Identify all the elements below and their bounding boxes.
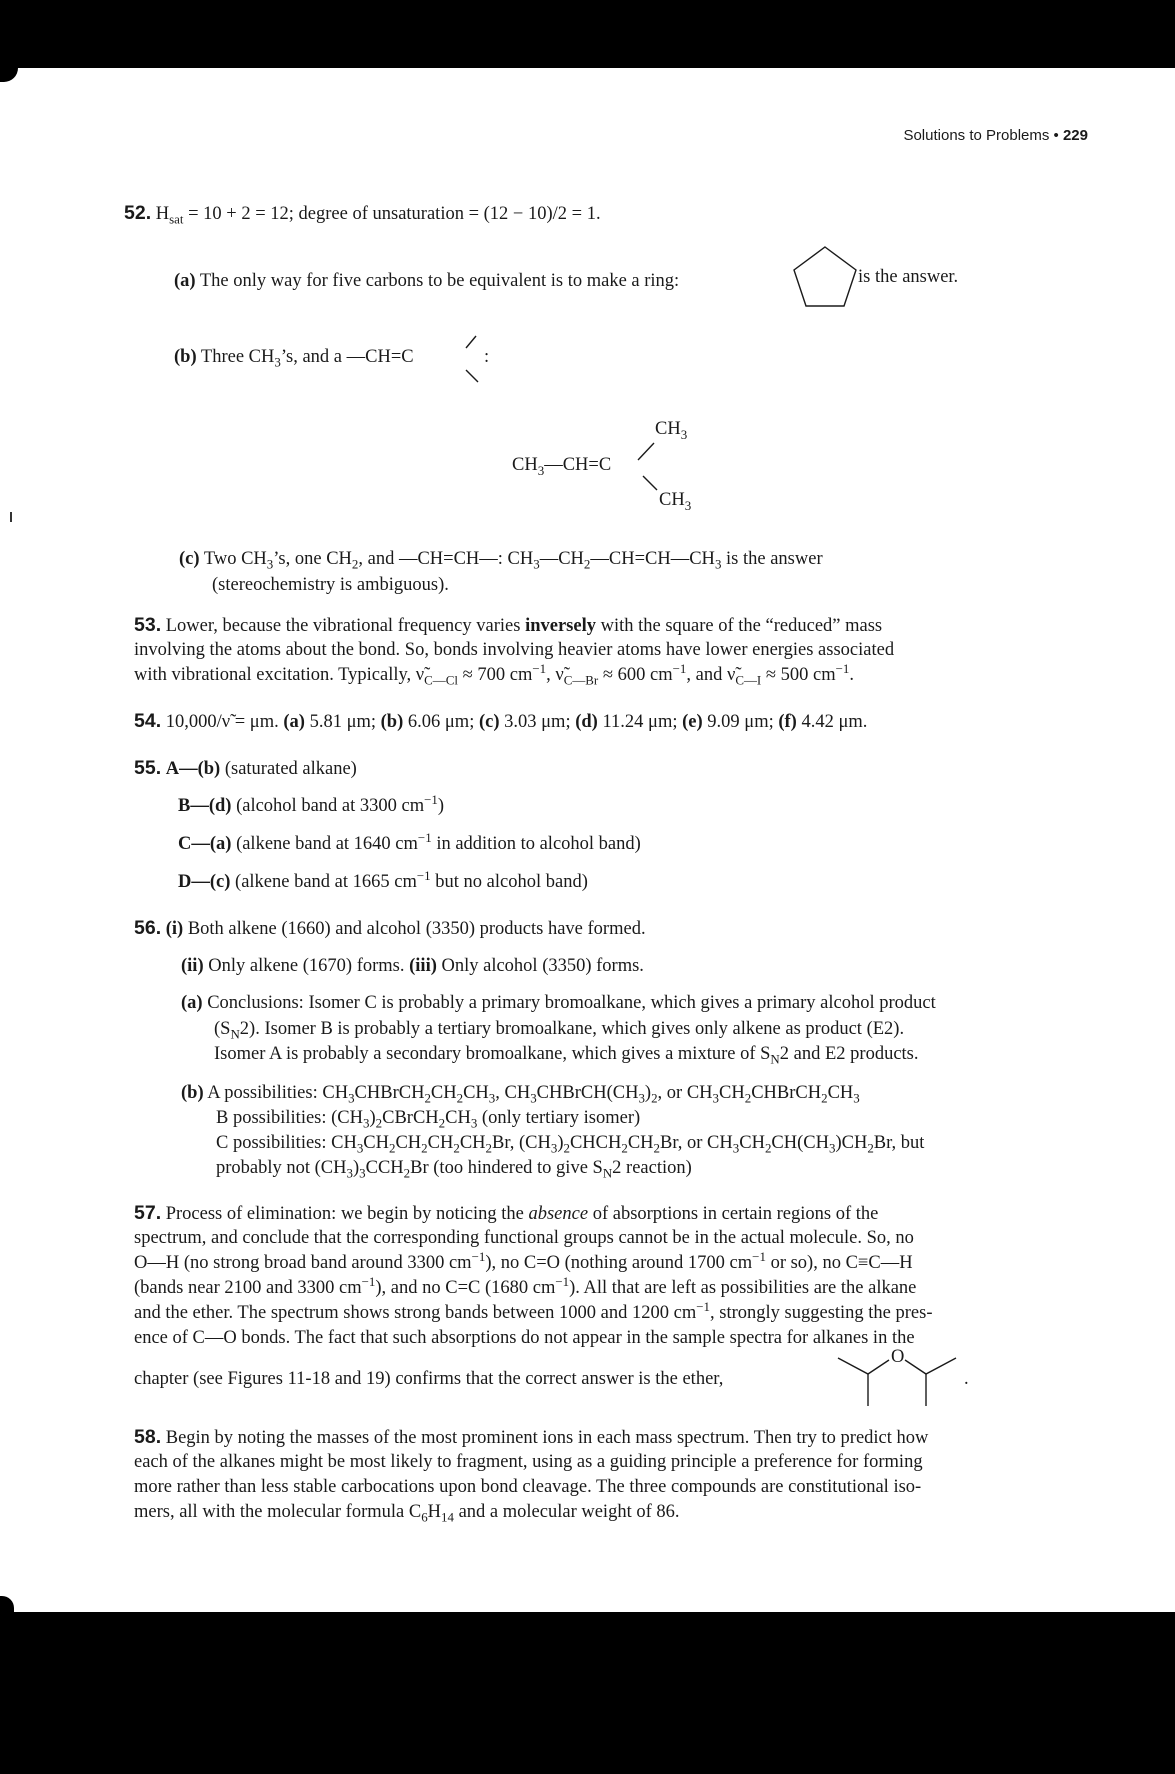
problem-56-b-label: (b) (181, 1083, 204, 1103)
mol-b-bottom-ch3: $CH_3$ (659, 490, 692, 513)
problem-56-i (134, 917, 646, 940)
problem-52a-text: The only way for five carbons to be equivalent is to make a ring: (199, 271, 680, 291)
problem-54-number: 54. (134, 710, 162, 732)
problem-57-line6: ence of C—O bonds. The fact that such absorptions do not appear in the sample spectra for alkanes in the (134, 1328, 915, 1348)
methylbutene-structure (510, 410, 710, 513)
problem-56-number: 56. (134, 917, 162, 939)
problem-58-line2: each of the alkanes might be most likely to fragment, using as a guiding principle a preference for forming (134, 1452, 923, 1472)
problem-53-line1 (134, 614, 882, 637)
problem-55-row-4: D—(c) (alkene band at 1665 $cm^{-1}$ but no alcohol band) (178, 867, 588, 892)
problem-57-line7: chapter (see Figures 11-18 and 19) confirms that the correct answer is the ether, (134, 1369, 724, 1389)
mol-b-main: $CH_3—CH=C$ (512, 455, 612, 478)
problem-52b (174, 346, 414, 368)
problem-53-line3: with vibrational excitation. Typically, $\nũ_{C—Cl} \approx 700$ $cm^{-1}$, $\nũ_{C—Br} \approx 600$ $cm^{-1}$, and $\nũ_{C—I} \approx 500$ $cm^{-1}$. (134, 660, 855, 688)
problem-53-text1: Lower, because the vibrational frequency varies inversely with the square of the “reduced” mass (165, 616, 883, 636)
problem-57-number: 57. (134, 1202, 162, 1224)
problem-54 (134, 710, 867, 733)
problem-52-number: 52. (124, 202, 152, 224)
problem-52-line (124, 202, 601, 225)
problem-56-i-text: (i) Both alkene (1660) and alcohol (3350) products have formed. (165, 919, 646, 939)
problem-52a-label: (a) (174, 271, 196, 291)
problem-56-ii: (ii) Only alkene (1670) forms. (iii) Only alcohol (3350) forms. (181, 956, 644, 976)
problem-55-number: 55. (134, 757, 162, 779)
problem-52-head: $H_{sat} = 10 + 2 = 12$; degree of unsaturation = (12 − 10)/2 = 1. (155, 204, 601, 227)
problem-53-line2: involving the atoms about the bond. So, bonds involving heavier atoms have lower energies associated (134, 640, 895, 660)
problem-57-line5: and the ether. The spectrum shows strong bands between 1000 and 1200 $cm^{-1}$, strongly suggesting the pres- (134, 1298, 933, 1323)
problem-56-b-line1 (181, 1082, 860, 1104)
page-number: 229 (1062, 127, 1088, 144)
problem-52c-text: Two $CH_3’s$, one $CH_2$, and —CH=CH—: $CH_3—CH_2—CH=CH—CH_3$ is the answer (203, 549, 823, 572)
problem-57-text1: Process of elimination: we begin by noticing the absence of absorptions in certain regions of the (165, 1204, 879, 1224)
header-section: Solutions to Problems (903, 127, 1050, 144)
bond-up (638, 443, 654, 460)
scan-border-bottom-notch (0, 1596, 14, 1626)
cyclopentane-ring (794, 247, 856, 306)
problem-55-row-3: C—(a) (alkene band at 1640 $cm^{-1}$ in addition to alcohol band) (178, 829, 641, 854)
problem-55-row-1-text: A—(b) (saturated alkane) (165, 759, 357, 779)
problem-58-text1: Begin by noting the masses of the most prominent ions in each mass spectrum. Then try to predict how (165, 1428, 929, 1448)
problem-56-b-text1: A possibilities: $CH_3CHBrCH_2CH_2CH_3$, $CH_3CHBrCH(CH_3)_2$, or $CH_3CH_2CHBrCH_2CH_3$ (207, 1083, 860, 1106)
ether-right-chain (905, 1358, 956, 1374)
problem-54-text: 10,000/ν̃ = μm. (a) 5.81 μm; (b) 6.06 μm; (c) 3.03 μm; (d) 11.24 μm; (e) 9.09 μm; (f) 4.42 μm. (165, 712, 868, 732)
problem-58-number: 58. (134, 1426, 162, 1448)
problem-56-a-label: (a) (181, 993, 203, 1013)
problem-55-row-2: B—(d) (alcohol band at 3300 $cm^{-1}$) (178, 791, 445, 816)
problem-52a-tail: is the answer. (858, 267, 959, 287)
problem-57-line3: O—H (no strong broad band around 3300 $cm^{-1}$), no C=O (nothing around 1700 $cm^{-1}$ or so), no C≡C—H (134, 1248, 913, 1273)
cyclopentane-structure (790, 245, 860, 310)
problem-57-line1 (134, 1202, 878, 1225)
problem-52b-label: (b) (174, 347, 197, 367)
problem-56-b-line3: C possibilities: $CH_3CH_2CH_2CH_2CH_2Br$, $(CH_3)_2CHCH_2CH_2Br$, or $CH_3CH_2CH(CH_3)CH_2Br$, but (216, 1133, 925, 1156)
problem-58-line1 (134, 1426, 928, 1449)
ether-left-chain (838, 1358, 889, 1374)
problem-52c (179, 548, 823, 570)
problem-53-number: 53. (134, 614, 162, 636)
mol-b-top-ch3: $CH_3$ (655, 419, 688, 442)
problem-56-a-line1 (181, 992, 936, 1014)
margin-mark (10, 512, 12, 522)
scan-border-top-notch (0, 60, 18, 82)
ether-oxygen: O (891, 1347, 905, 1367)
problem-56-b-line4: probably not $(CH_3)_3CCH_2Br$ (too hindered to give $S_N2$ reaction) (216, 1158, 692, 1181)
problem-52c-text2: (stereochemistry is ambiguous). (212, 575, 449, 595)
problem-52a (174, 270, 679, 292)
problem-57-line2: spectrum, and conclude that the corresponding functional groups cannot be in the actual molecule. So, no (134, 1228, 914, 1248)
problem-52c-label: (c) (179, 549, 200, 569)
problem-52b-colon: : (484, 347, 490, 367)
problem-58-line4: mers, all with the molecular formula $C_6H_{14}$ and a molecular weight of 86. (134, 1502, 680, 1525)
running-header (903, 127, 1088, 144)
problem-58-line3: more rather than less stable carbocations upon bond cleavage. The three compounds are constitutional iso- (134, 1477, 922, 1497)
scan-border-bottom (0, 1612, 1175, 1774)
problem-56-a-line3: Isomer A is probably a secondary bromoalkane, which gives a mixture of $S_N2$ and E2 products. (214, 1044, 919, 1067)
problem-56-a-line2: $(S_N2)$. Isomer B is probably a tertiary bromoalkane, which gives only alkene as product (E2). (214, 1019, 905, 1042)
problem-56-b-line2: B possibilities: $(CH_3)_2CBrCH_2CH_3$ (only tertiary isomer) (216, 1108, 641, 1131)
problem-52b-text: Three $CH_3’s$, and a —CH=C (200, 347, 414, 370)
problem-55-row-1 (134, 757, 357, 780)
scan-border-top (0, 0, 1175, 68)
ether-structure (834, 1344, 954, 1414)
bond-down (643, 476, 657, 490)
problem-57-line4: (bands near 2100 and 3300 $cm^{-1}$), and no C=C (1680 $cm^{-1}$). All that are left as possibilities are the alkane (134, 1273, 917, 1298)
header-bullet: • (1053, 127, 1059, 144)
problem-57-end: . (964, 1369, 969, 1389)
problem-56-a-text1: Conclusions: Isomer C is probably a primary bromoalkane, which gives a primary alcohol product (207, 993, 936, 1013)
